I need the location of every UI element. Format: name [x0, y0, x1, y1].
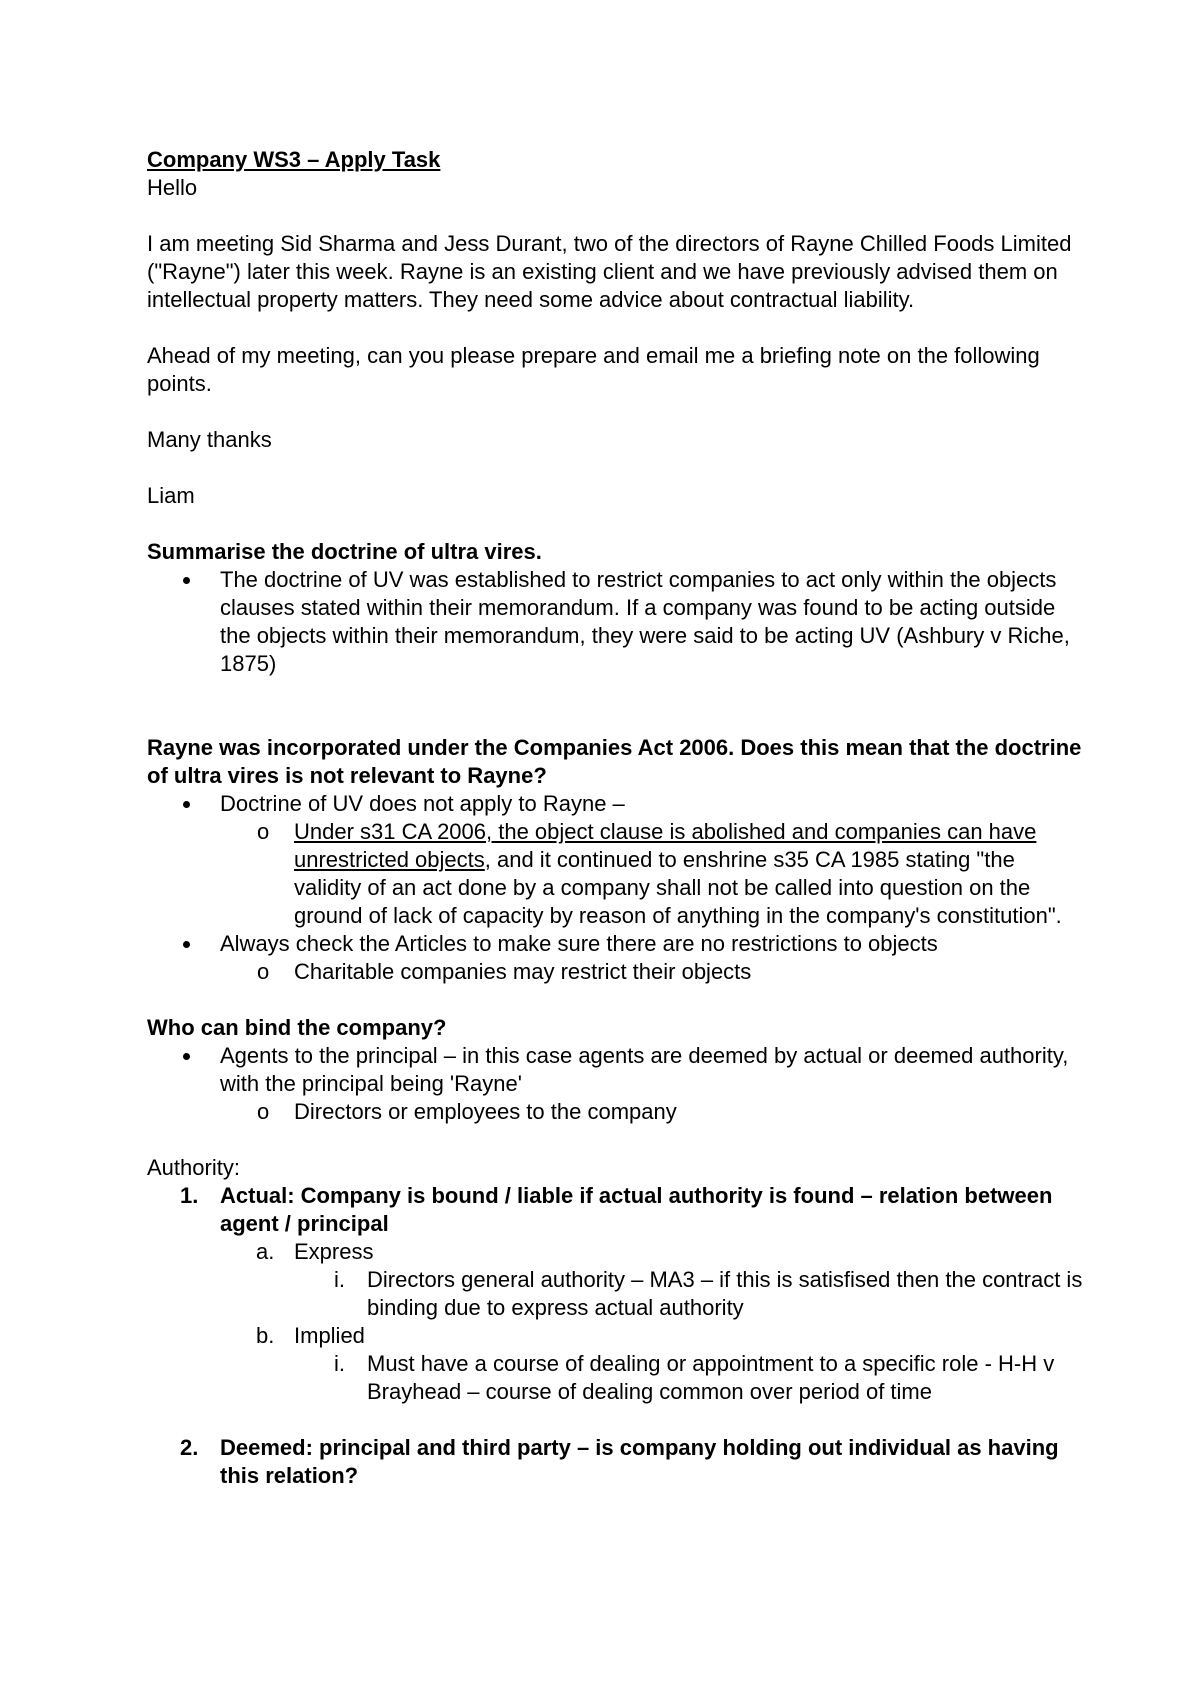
list-item: b. Implied: [256, 1323, 365, 1348]
section-heading-bind-company: Who can bind the company?: [147, 1015, 447, 1040]
list-item: i. Must have a course of dealing or appointment to a specific role - H-H v Brayhead – course of dealing common over period of time: [334, 1351, 1055, 1404]
bullet-icon: [183, 577, 190, 584]
sub-bullet-icon: o: [257, 819, 270, 844]
bullet-list: [147, 790, 1087, 986]
list-item: Doctrine of UV does not apply to Rayne –: [147, 790, 1087, 818]
request-paragraph: Ahead of my meeting, can you please prepare and email me a briefing note on the following points.: [147, 343, 1040, 396]
list-item: o Under s31 CA 2006, the object clause is abolished and companies can have unrestricted objects, and it continued to enshrine s35 CA 1985 stating "the validity of an act done by a company shall not be called into question on the ground of lack of capacity by reason of anything in the company's constitution".: [257, 819, 1062, 928]
bullet-list: [147, 566, 1087, 678]
list-item: a. Express: [256, 1239, 374, 1264]
bullet-list: [147, 1042, 1087, 1126]
intro-paragraph: I am meeting Sid Sharma and Jess Durant, two of the directors of Rayne Chilled Foods Limited ("Rayne") later this week. Rayne is an existing client and we have previously advised them on intellectual property matters. They need some advice about contractual liability.: [147, 231, 1072, 312]
authority-label: Authority:: [147, 1155, 240, 1180]
numbered-list: [147, 1434, 1087, 1490]
list-item: o Directors or employees to the company: [257, 1099, 677, 1124]
greeting: Hello: [147, 175, 198, 200]
section-heading-companies-act: Rayne was incorporated under the Companies Act 2006. Does this mean that the doctrine of ultra vires is not relevant to Rayne?: [147, 735, 1082, 788]
signoff-name: Liam: [147, 483, 195, 508]
thanks-line: Many thanks: [147, 427, 272, 452]
list-item: i. Directors general authority – MA3 – if this is satisfised then the contract is binding due to express actual authority: [334, 1267, 1083, 1320]
list-item: 1. Actual: Company is bound / liable if actual authority is found – relation between agent / principal: [180, 1183, 1053, 1236]
list-item: The doctrine of UV was established to restrict companies to act only within the objects clauses stated within their memorandum. If a company was found to be acting outside the objects within their memorandum, they were said to be acting UV (Ashbury v Riche, 1875): [147, 566, 1087, 678]
sub-bullet-icon: o: [257, 959, 270, 984]
bullet-icon: [183, 941, 190, 948]
list-item: o Charitable companies may restrict their objects: [257, 959, 752, 984]
document-body: [147, 146, 1087, 1490]
underlined-text: Under s31 CA 2006, the object clause is abolished and companies can have unrestricted objects: [294, 819, 1037, 872]
document-title: Company WS3 – Apply Task: [147, 147, 441, 172]
bullet-icon: [183, 801, 190, 808]
list-item: Agents to the principal – in this case agents are deemed by actual or deemed authority, with the principal being 'Rayne': [147, 1042, 1087, 1098]
list-item: 2. Deemed: principal and third party – is company holding out individual as having this relation?: [180, 1435, 1059, 1488]
section-heading-ultra-vires: Summarise the doctrine of ultra vires.: [147, 539, 542, 564]
sub-bullet-icon: o: [257, 1099, 270, 1124]
bullet-icon: [183, 1053, 190, 1060]
numbered-list: [147, 1182, 1087, 1406]
list-item: Always check the Articles to make sure there are no restrictions to objects: [147, 930, 1087, 958]
